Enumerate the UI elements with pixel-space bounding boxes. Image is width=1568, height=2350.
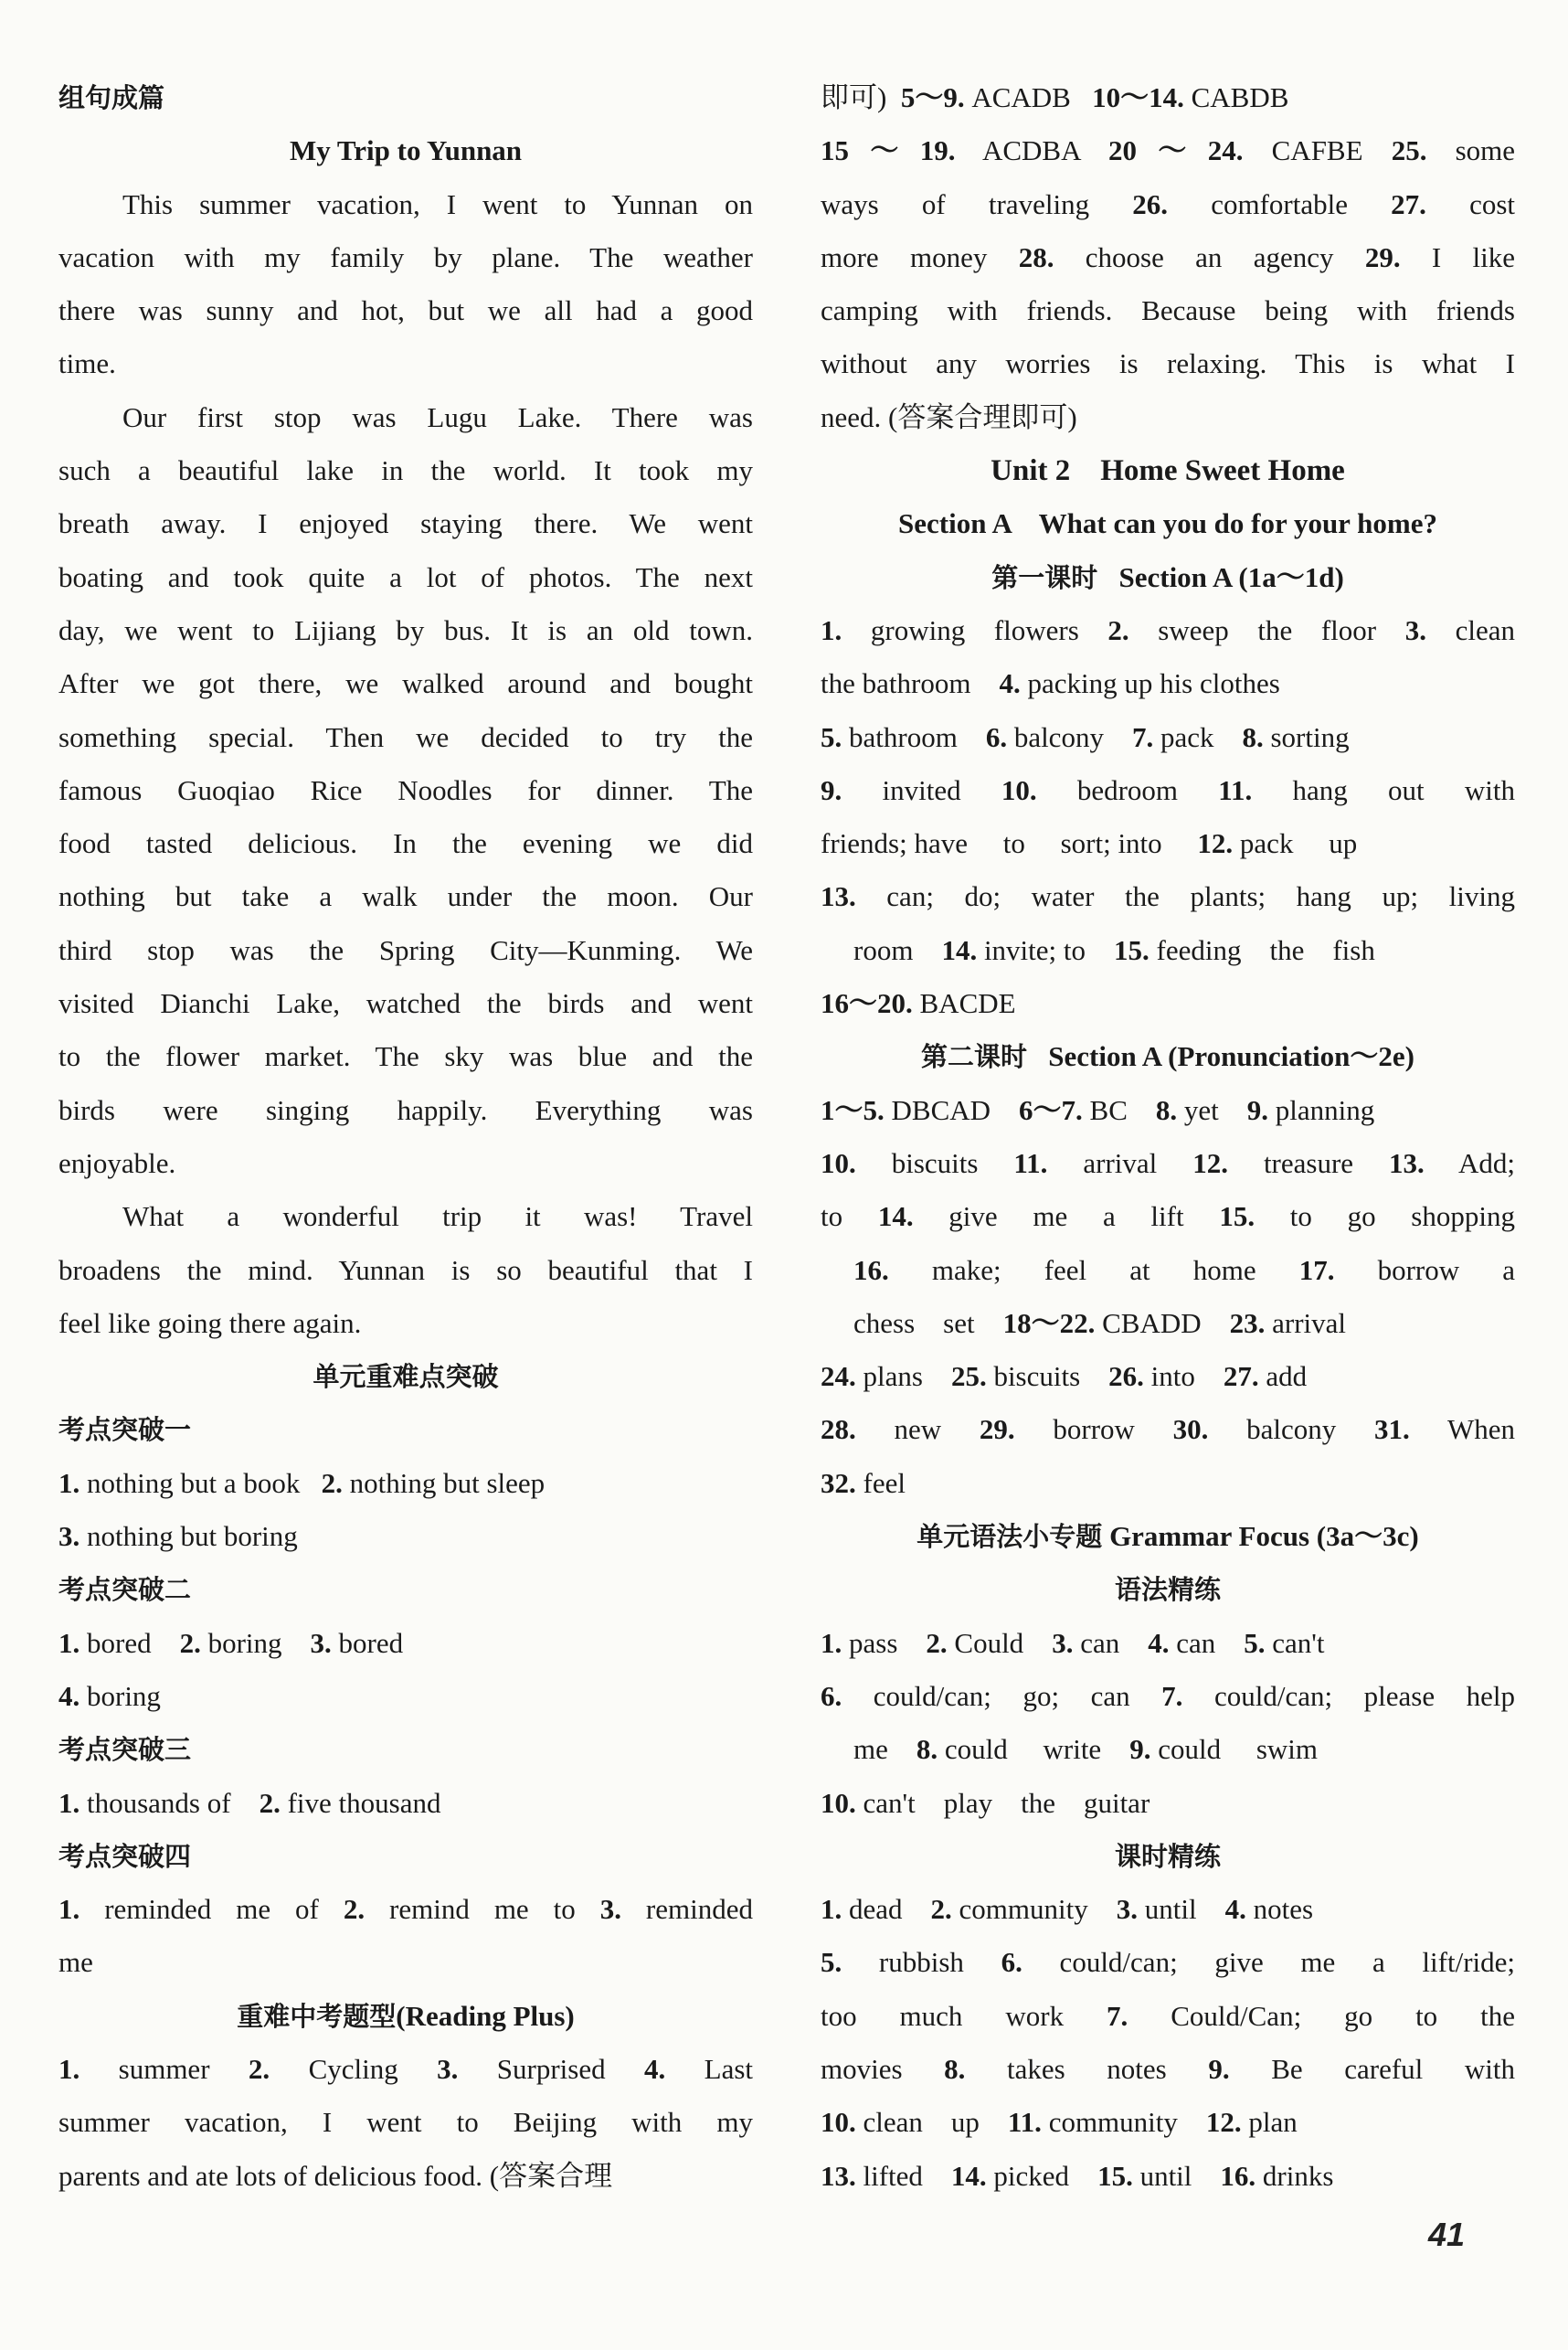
right-line: 16～20. BACDE — [821, 987, 1016, 1020]
right-line: 13. lifted 14. picked 15. until 16. drinks — [821, 2159, 1334, 2192]
left-line: This summer vacation, I went to Yunnan on — [122, 187, 753, 220]
left-line: me — [58, 1946, 93, 1979]
left-line: What a wonderful trip it was! Travel — [122, 1200, 753, 1233]
left-line: breath away. I enjoyed staying there. We went — [58, 507, 753, 540]
right-line: 语法精练 — [1114, 1574, 1221, 1606]
left-line: 考点突破三 — [58, 1734, 192, 1766]
right-line: me 8. could write 9. could swim — [853, 1733, 1319, 1766]
right-line: to 14. give me a lift 15. to go shopping — [821, 1200, 1515, 1233]
right-line: 15～19. ACDBA 20～24. CAFBE 25. some — [821, 134, 1516, 167]
left-line: 单元重难点突破 — [313, 1361, 499, 1393]
right-line: 10. clean up 11. community 12. plan — [821, 2106, 1298, 2139]
right-line: friends; have to sort; into 12. pack up — [821, 827, 1358, 860]
right-line: 课时精练 — [1114, 1840, 1221, 1872]
right-column — [821, 71, 1515, 2203]
right-line: the bathroom 4. packing up his clothes — [821, 667, 1280, 700]
right-line: 第一课时 Section A (1a～1d) — [991, 560, 1344, 593]
right-line: Section A What can you do for your home? — [898, 507, 1437, 540]
left-line: 组句成篇 — [58, 82, 165, 113]
left-line: 1. bored 2. boring 3. bored — [58, 1626, 404, 1659]
right-line: too much work 7. Could/Can; go to the — [821, 1999, 1515, 2032]
left-line: broadens the mind. Yunnan is so beautiful that I — [58, 1253, 753, 1286]
left-line: 1. nothing but a book 2. nothing but sleep — [58, 1466, 546, 1499]
left-line: 3. nothing but boring — [58, 1520, 298, 1553]
left-line: to the flower market. The sky was blue and the — [58, 1040, 753, 1073]
left-line: 1. summer 2. Cycling 3. Surprised 4. Last — [58, 2052, 753, 2085]
left-line: parents and ate lots of delicious food. (答案合理 — [58, 2159, 613, 2192]
left-line: time. — [58, 347, 116, 380]
right-line: 1～5. DBCAD 6～7. BC 8. yet 9. planning — [821, 1093, 1375, 1126]
right-line: 13. can; do; water the plants; hang up; living — [821, 880, 1515, 913]
right-line: 6. could/can; go; can 7. could/can; please help — [821, 1679, 1515, 1712]
right-line: room 14. invite; to 15. feeding the fish — [853, 933, 1375, 966]
right-line: movies 8. takes notes 9. Be careful with — [821, 2052, 1515, 2085]
left-line: 1. thousands of 2. five thousand — [58, 1786, 441, 1819]
right-line: 10. can't play the guitar — [821, 1786, 1150, 1819]
right-line: 24. plans 25. biscuits 26. into 27. add — [821, 1360, 1308, 1393]
left-line: 考点突破一 — [58, 1414, 192, 1446]
right-line: ways of traveling 26. comfortable 27. cost — [821, 187, 1516, 220]
left-line: summer vacation, I went to Beijing with my — [58, 2106, 753, 2139]
left-line: My Trip to Yunnan — [289, 134, 523, 167]
right-line: 10. biscuits 11. arrival 12. treasure 13. Add; — [821, 1146, 1515, 1179]
right-line: 16. make; feel at home 17. borrow a — [853, 1253, 1515, 1286]
right-line: 第二课时 Section A (Pronunciation～2e) — [921, 1040, 1414, 1073]
right-line: need. (答案合理即可) — [821, 400, 1077, 433]
left-line: birds were singing happily. Everything was — [58, 1093, 753, 1126]
left-line: 考点突破二 — [58, 1574, 192, 1606]
right-line: 1. dead 2. community 3. until 4. notes — [821, 1893, 1314, 1926]
left-line: third stop was the Spring City—Kunming. We — [58, 933, 753, 966]
page-number: 41 — [1428, 2216, 1466, 2253]
left-line: such a beautiful lake in the world. It took my — [58, 454, 753, 487]
right-line: 5. bathroom 6. balcony 7. pack 8. sorting — [821, 720, 1350, 753]
left-line: 1. reminded me of 2. remind me to 3. reminded — [58, 1893, 753, 1926]
right-line: without any worries is relaxing. This is what I — [821, 347, 1515, 380]
right-line: Unit 2 Home Sweet Home — [991, 454, 1345, 488]
right-line: 32. feel — [821, 1466, 906, 1499]
right-line: 1. pass 2. Could 3. can 4. can 5. can't — [821, 1626, 1325, 1659]
left-line: 重难中考题型(Reading Plus) — [237, 1999, 575, 2032]
right-line: 5. rubbish 6. could/can; give me a lift/ride; — [821, 1946, 1516, 1979]
right-line: 28. new 29. borrow 30. balcony 31. When — [821, 1413, 1515, 1446]
left-line: feel like going there again. — [58, 1306, 362, 1339]
left-line: day, we went to Lijiang by bus. It is an old town. — [58, 613, 753, 646]
left-column — [58, 71, 753, 2203]
left-line: vacation with my family by plane. The weather — [58, 240, 753, 273]
right-line: 即可) 5～9. ACADB 10～14. CABDB — [821, 81, 1289, 113]
left-line: visited Dianchi Lake, watched the birds and went — [58, 987, 753, 1020]
right-line: 9. invited 10. bedroom 11. hang out with — [821, 773, 1515, 806]
left-line: After we got there, we walked around and bought — [58, 667, 753, 700]
left-line: famous Guoqiao Rice Noodles for dinner. The — [58, 773, 753, 806]
left-line: 考点突破四 — [58, 1840, 192, 1872]
left-line: food tasted delicious. In the evening we did — [58, 827, 753, 860]
right-line: 单元语法小专题 Grammar Focus (3a～3c) — [916, 1520, 1419, 1553]
right-line: more money 28. choose an agency 29. I like — [821, 240, 1516, 273]
right-line: chess set 18～22. CBADD 23. arrival — [853, 1306, 1346, 1339]
left-line: Our first stop was Lugu Lake. There was — [122, 400, 753, 433]
left-line: boating and took quite a lot of photos. The next — [58, 560, 753, 593]
right-line: camping with friends. Because being with friends — [821, 294, 1515, 327]
left-line: there was sunny and hot, but we all had a good — [58, 294, 753, 327]
left-line: 4. boring — [58, 1679, 161, 1712]
left-line: something special. Then we decided to try the — [58, 720, 753, 753]
right-line: 1. growing flowers 2. sweep the floor 3. clean — [821, 613, 1515, 646]
left-line: nothing but take a walk under the moon. Our — [58, 880, 753, 913]
left-line: enjoyable. — [58, 1146, 176, 1179]
